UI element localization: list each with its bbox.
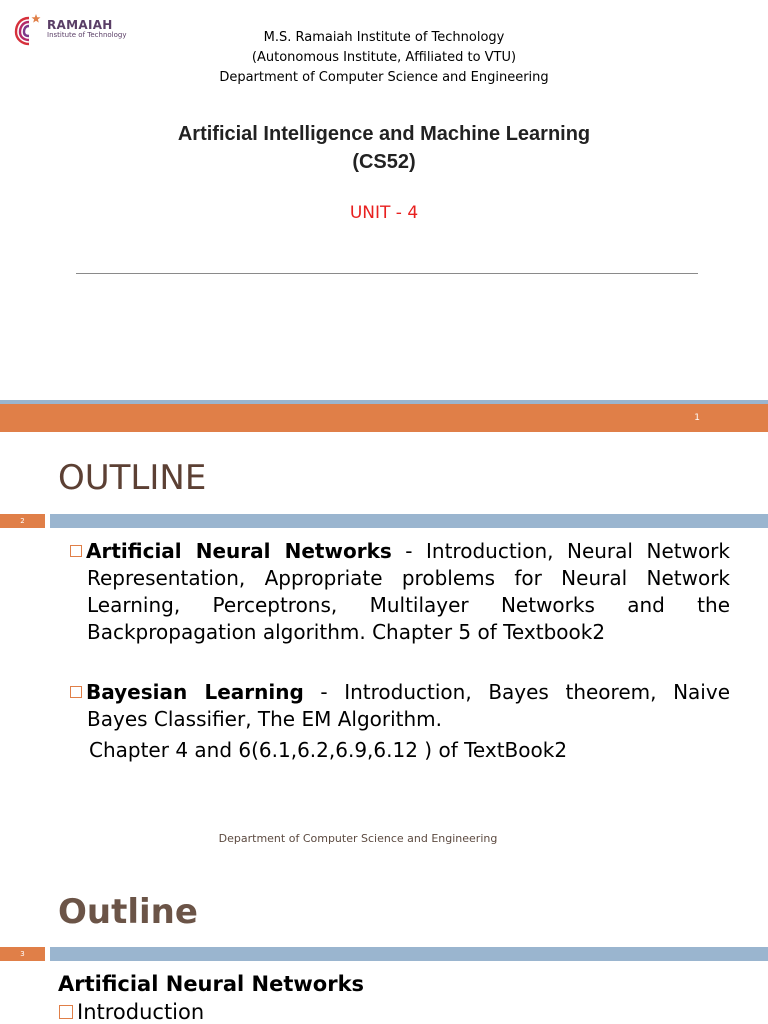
- section-heading: Artificial Neural Networks: [58, 972, 365, 996]
- square-bullet-icon: [59, 1005, 73, 1019]
- square-bullet-icon: [70, 545, 82, 557]
- department-name: Department of Computer Science and Engineering: [219, 70, 549, 85]
- unit-label: UNIT - 4: [349, 203, 419, 223]
- list-item-label: Introduction: [77, 1000, 205, 1024]
- square-bullet-icon: [70, 686, 82, 698]
- course-title-block: [0, 120, 768, 176]
- bullet-text: - Introduction, Bayes theorem, Naive Bayes Classifier, The EM Algorithm.: [87, 680, 730, 731]
- bullet-bold: Bayesian Learning: [86, 680, 304, 704]
- title-slide: [0, 0, 768, 432]
- page-number: 1: [694, 413, 700, 423]
- slide-footer: Department of Computer Science and Engineering: [218, 832, 498, 845]
- bullet-bold: Artificial Neural Networks: [86, 539, 392, 563]
- course-code: (CS52): [352, 151, 416, 173]
- chapter-reference: Chapter 4 and 6(6.1,6.2,6.9,6.12 ) of TextBook2: [89, 738, 568, 762]
- slide-title: OUTLINE: [58, 458, 207, 498]
- slide-title: Outline: [58, 892, 198, 932]
- title-band: [50, 947, 768, 961]
- institute-name: M.S. Ramaiah Institute of Technology: [263, 30, 505, 45]
- bullet-text: - Introduction, Neural Network Representation, Appropriate problems for Neural Network Learning, Perceptrons, Multilayer Networks and the Backpropagation algorithm. Chapter 5 of Textbook2: [87, 539, 730, 644]
- institute-affiliation: (Autonomous Institute, Affiliated to VTU): [251, 50, 517, 65]
- list-item: [59, 1000, 204, 1024]
- outline-slide: [0, 432, 768, 866]
- institute-header: [0, 28, 768, 88]
- bullet-bayesian: [70, 679, 730, 733]
- outline-slide-2: [0, 866, 768, 1024]
- footer-bar: [0, 404, 768, 432]
- logo-subtitle: Institute of Technology: [47, 31, 127, 39]
- bullet-ann: [70, 538, 730, 646]
- page-number: 3: [0, 947, 45, 961]
- page-number: 2: [0, 514, 45, 528]
- title-band: [50, 514, 768, 528]
- title-divider: [76, 273, 698, 274]
- logo-name: RAMAIAH: [47, 18, 113, 32]
- course-title: Artificial Intelligence and Machine Learning: [177, 123, 591, 145]
